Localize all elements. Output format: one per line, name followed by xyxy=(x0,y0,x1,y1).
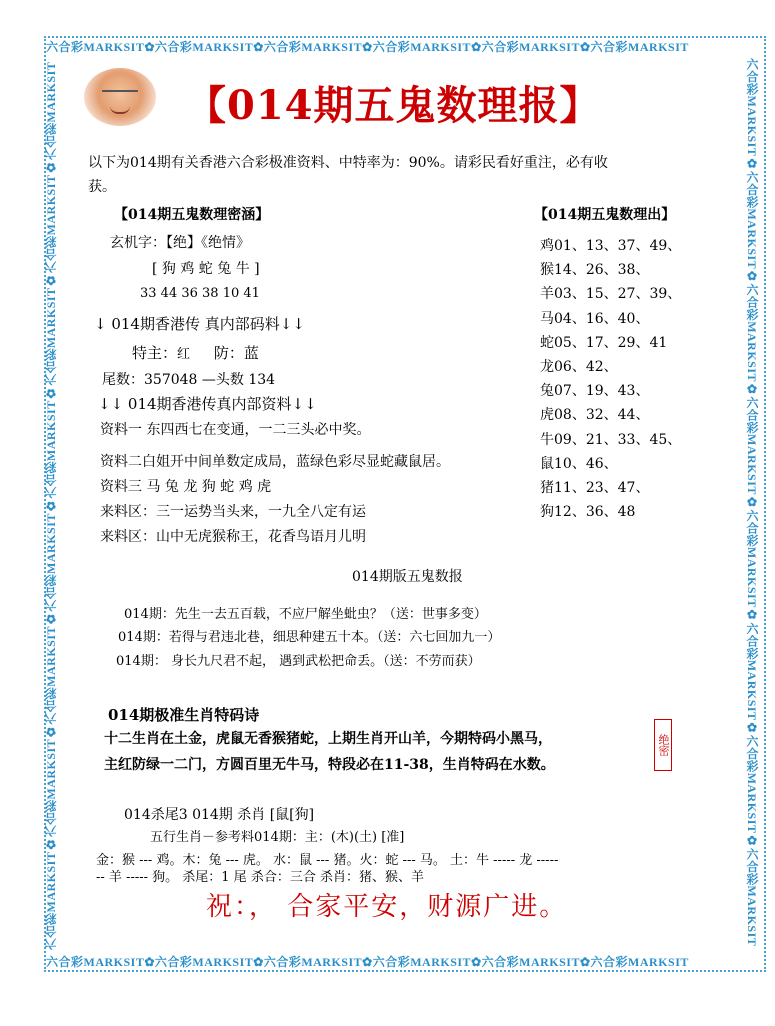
watermark-left: 六合彩MARKSIT✿六合彩MARKSIT✿六合彩MARKSIT✿六合彩MARKSIT✿六合彩MARKSIT✿六合彩MARKSIT✿六合彩MARKSIT✿六合彩MARKSIT xyxy=(44,61,58,950)
list-item: 羊03、15、27、39、 xyxy=(540,286,682,303)
right-heading: 【014期五鬼数理出】 xyxy=(534,207,676,223)
list-item: 蛇05、17、29、41 xyxy=(540,334,668,351)
wuxing-line: 五行生肖－参考料014期：主：(木)(土) [准] xyxy=(150,830,405,845)
weishu-line: 尾数：357048 —头数 134 xyxy=(102,372,276,388)
tezhu-value: 红 xyxy=(177,347,191,362)
laoliao-1: 来料区：三一运势当头来，一九全八定有运 xyxy=(100,504,366,520)
left-heading: 【014期五鬼数理密涵】 xyxy=(114,207,270,223)
ziliao-1: 资料一 东四西七在变通，一二三头必中奖。 xyxy=(100,422,371,438)
watermark-top: 六合彩MARKSIT✿六合彩MARKSIT✿六合彩MARKSIT✿六合彩MARKSIT✿六合彩MARKSIT✿六合彩MARKSIT xyxy=(46,40,689,54)
hk-title-1: ↓ 014期香港传 真内部码料↓↓ xyxy=(94,315,305,333)
center-heading: 014期版五鬼数报 xyxy=(352,569,463,585)
wuxing-detail-2: -- 羊 ----- 狗。 杀尾：1 尾 杀合：三合 杀肖：猪、猴、羊 xyxy=(96,870,424,885)
watermark-bottom: 六合彩MARKSIT✿六合彩MARKSIT✿六合彩MARKSIT✿六合彩MARKSIT✿六合彩MARKSIT✿六合彩MARKSIT xyxy=(46,955,689,969)
smile-icon xyxy=(110,106,130,114)
riddle-3: 014期： 身长九尺君不起， 遇到武松把命丢。（送：不劳而获） xyxy=(116,654,481,669)
list-item: 牛09、21、33、45、 xyxy=(540,431,682,448)
xuanji-text: 玄机字：【绝】《绝情》 xyxy=(110,235,250,251)
watermark-right: 六合彩MARKSIT✿六合彩MARKSIT✿六合彩MARKSIT✿六合彩MARKSIT✿六合彩MARKSIT✿六合彩MARKSIT✿六合彩MARKSIT✿六合彩MARKSIT xyxy=(745,58,759,947)
tezhu-label: 特主： xyxy=(132,344,178,362)
riddle-2: 014期：若得与君违北巷，细思种建五十本。（送：六七回加九一） xyxy=(118,630,501,645)
blessing-text: 祝：， 合家平安，财源广进。 xyxy=(206,892,568,922)
wuxing-detail-1: 金：猴 --- 鸡。木：兔 --- 虎。 水：鼠 --- 猪。火：蛇 --- 马。 土：牛 ----- 龙 ----- xyxy=(96,853,559,868)
ziliao-3: 资料三 马 兔 龙 狗 蛇 鸡 虎 xyxy=(100,479,272,495)
riddle-1: 014期：先生一去五百载，不应尸解坐蚍虫？（送：世事多变） xyxy=(124,607,487,622)
zodiac-number-list xyxy=(540,234,681,524)
intro-line-2: 获。 xyxy=(88,179,116,195)
list-item: 马04、16、40、 xyxy=(540,310,650,327)
shawei-line: 014杀尾3 014期 杀肖 [鼠[狗] xyxy=(124,807,315,823)
ziliao-2: 资料二白姐开中间单数定成局，蓝绿色彩尽显蛇藏鼠居。 xyxy=(100,454,450,470)
list-item: 鸡01、13、37、49、 xyxy=(540,238,682,254)
list-item: 猴14、26、38、 xyxy=(540,262,650,279)
list-item: 狗12、36、48 xyxy=(540,504,636,521)
numbers-line: 33 44 36 38 10 41 xyxy=(140,286,260,301)
laoliao-2: 来料区：山中无虎猴称王，花香鸟语月儿明 xyxy=(100,529,366,545)
glasses-icon xyxy=(102,90,138,100)
list-item: 虎08、32、44、 xyxy=(540,407,650,424)
fang-value: 蓝 xyxy=(243,344,259,362)
list-item: 猪11、23、47、 xyxy=(540,480,650,497)
portrait-avatar xyxy=(84,68,156,126)
page-title: 【014期五鬼数理报】 xyxy=(186,82,601,129)
list-item: 鼠10、46、 xyxy=(540,455,618,472)
poem-heading: 014期极准生肖特码诗 xyxy=(108,706,260,724)
fang-label: 防： xyxy=(213,344,244,362)
intro-line-1: 以下为014期有关香港六合彩极准资料、中特率为：90%。请彩民看好重注，必有收 xyxy=(88,155,608,171)
animals-line: [ 狗 鸡 蛇 兔 牛 ] xyxy=(152,261,260,277)
hk-title-2: ↓↓ 014期香港传真内部资料↓↓ xyxy=(98,395,317,413)
secret-stamp: 绝密 xyxy=(654,719,672,771)
list-item: 龙06、42、 xyxy=(540,359,618,376)
poem-line-2: 主红防绿一二门，方圆百里无牛马，特段必在11-38，生肖特码在水数。 xyxy=(104,757,555,773)
list-item: 兔07、19、43、 xyxy=(540,383,650,400)
poem-line-1: 十二生肖在土金，虎鼠无香猴猪蛇，上期生肖开山羊，今期特码小黑马， xyxy=(104,731,552,747)
tezhu-line xyxy=(132,342,259,363)
